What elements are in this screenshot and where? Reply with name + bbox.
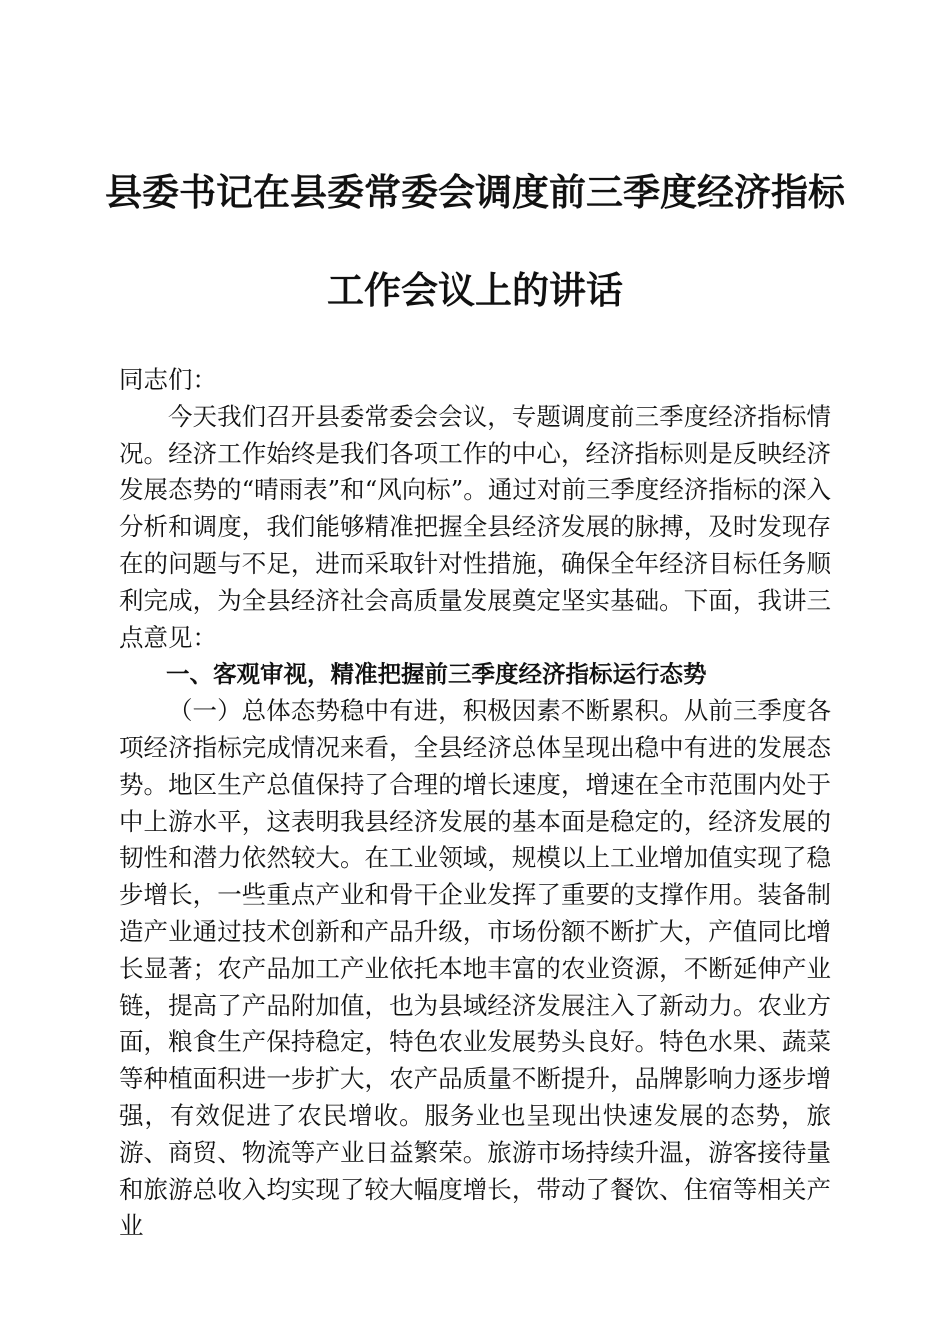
subsection-lead: （一）总体态势稳中有进，积极因素不断累积。 [168,696,684,726]
document-title-line-2: 工作会议上的讲话 [327,268,623,312]
document-body [119,362,831,1245]
intro-paragraph: 今天我们召开县委常委会会议，专题调度前三季度经济指标情况。经济工作始终是我们各项工作的中心，经济指标则是反映经济发展态势的“晴雨表”和“风向标”。通过对前三季度经济指标的深入分析和调度，我们能够精准把握全县经济发展的脉搏，及时发现存在的问题与不足，进而采取针对性措施，确保全年经济目标任务顺利完成，为全县经济社会高质量发展奠定坚实基础。下面，我讲三点意见： [119,401,831,652]
section-heading-1: 一、客观审视，精准把握前三季度经济指标运行态势 [166,660,707,689]
salutation: 同志们： [119,365,217,394]
document-title-line-1: 县委书记在县委常委会调度前三季度经济指标 [105,170,845,214]
subsection-body: 从前三季度各项经济指标完成情况来看，全县经济总体呈现出稳中有进的发展态势。地区生产总值保持了合理的增长速度，增速在全市范围内处于中上游水平，这表明我县经济发展的基本面是稳定的，经济发展的韧性和潜力依然较大。在工业领域，规模以上工业增加值实现了稳步增长，一些重点产业和骨干企业发挥了重要的支撑作用。装备制造产业通过技术创新和产品升级，市场份额不断扩大，产值同比增长显著；农产品加工产业依托本地丰富的农业资源，不断延伸产业链，提高了产品附加值，也为县域经济发展注入了新动力。农业方面，粮食生产保持稳定，特色农业发展势头良好。特色水果、蔬菜等种植面积进一步扩大，农产品质量不断提升，品牌影响力逐步增强，有效促进了农民增收。服务业也呈现出快速发展的态势，旅游、商贸、物流等产业日益繁荣。旅游市场持续升温，游客接待量和旅游总收入均实现了较大幅度增长，带动了餐饮、住宿等相关产业 [119,696,832,1241]
subsection-paragraph-1 [119,693,831,1245]
